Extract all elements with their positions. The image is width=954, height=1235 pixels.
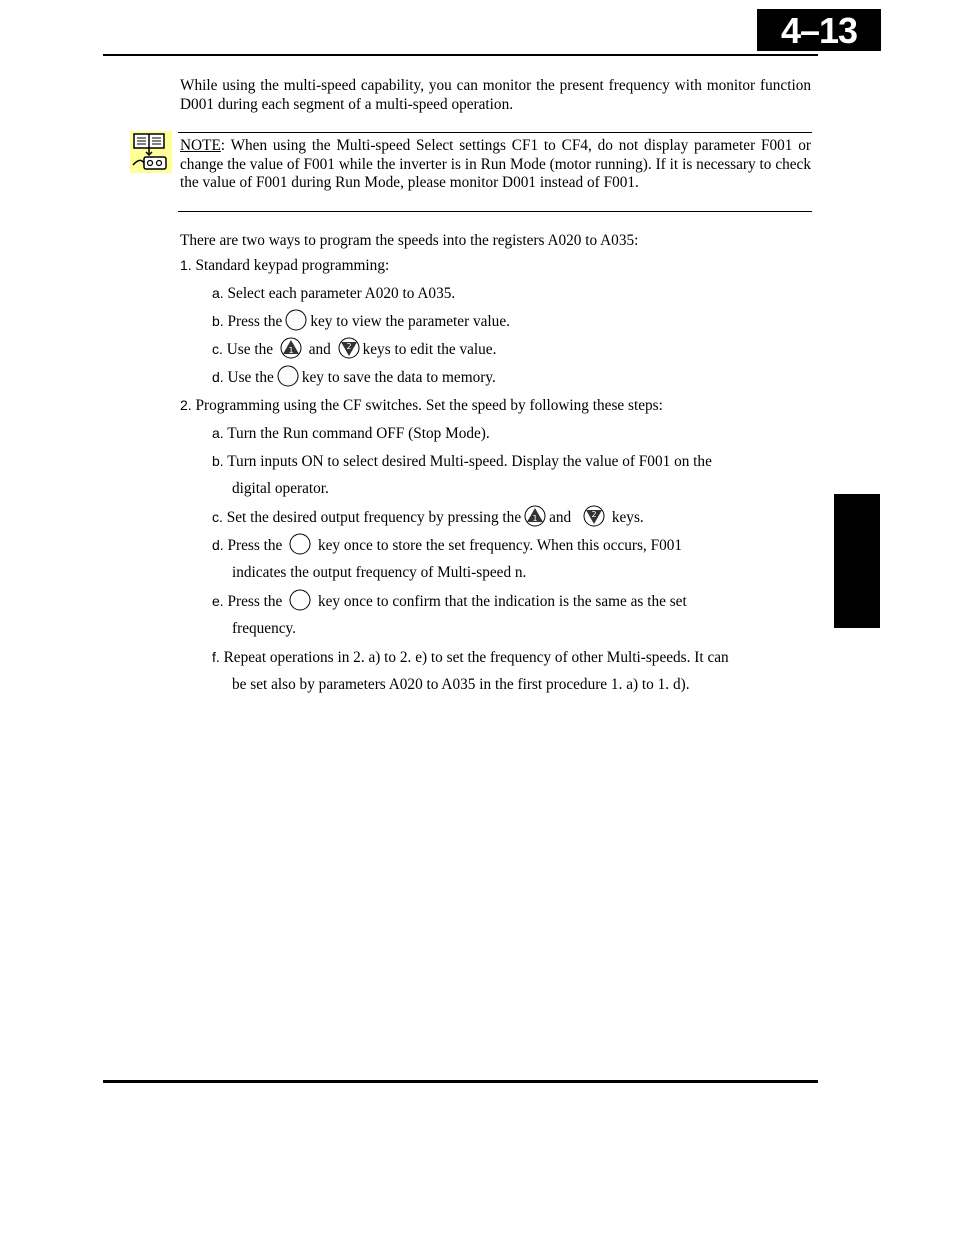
footer-rule (103, 1080, 818, 1083)
step-marker: d. (212, 537, 224, 553)
step-2e (212, 592, 687, 611)
step-text: Turn the Run command OFF (Stop Mode). (227, 425, 490, 442)
step-marker: f. (212, 649, 220, 665)
step-text: Programming using the CF switches. Set the speed by following these steps: (195, 397, 663, 414)
ways-intro: There are two ways to program the speeds into the registers A020 to A035: (180, 232, 639, 249)
step-marker: b. (212, 453, 224, 469)
note-text (180, 137, 811, 193)
step-marker: b. (212, 313, 224, 329)
step-marker: d. (212, 369, 224, 385)
step-text: Standard keypad programming: (195, 257, 390, 274)
down-arrow-key-icon (338, 337, 360, 359)
step-2 (180, 396, 663, 415)
step-2b (212, 452, 712, 471)
up-arrow-key-icon (280, 337, 302, 359)
step-1 (180, 256, 389, 275)
step-marker: c. (212, 341, 223, 357)
step-text: Press the (227, 537, 283, 554)
step-text: Use the (226, 341, 274, 358)
step-text: Press the (227, 593, 283, 610)
step-text: keys. (611, 509, 644, 526)
note-label: NOTE (180, 137, 221, 154)
intro-paragraph: While using the multi-speed capability, you can monitor the present frequency with monitor function D001 during each segment of a multi-speed operation. (180, 77, 811, 113)
step-1c (212, 340, 496, 359)
step-text: key to save the data to memory. (301, 369, 496, 386)
step-text: Turn inputs ON to select desired Multi-speed. Display the value of F001 on the (227, 453, 712, 470)
step-marker: 1. (180, 257, 192, 273)
step-2d (212, 536, 682, 555)
step-1b (212, 312, 510, 331)
step-text: Repeat operations in 2. a) to 2. e) to set the frequency of other Multi-speeds. It can (223, 649, 729, 666)
step-2e-cont: frequency. (232, 620, 296, 637)
step-text: and (308, 341, 331, 358)
step-marker: a. (212, 285, 224, 301)
step-2b-cont: digital operator. (232, 480, 329, 497)
step-text: key once to store the set frequency. When this occurs, F001 (317, 537, 683, 554)
step-marker: e. (212, 593, 224, 609)
function-key-icon (285, 309, 307, 331)
svg-text:1: 1 (288, 346, 294, 356)
note-book-icon (130, 131, 172, 173)
step-2a (212, 424, 490, 443)
up-arrow-key-icon (524, 505, 546, 527)
svg-text:2: 2 (591, 510, 597, 520)
chapter-tab (834, 494, 880, 628)
step-text: Press the (227, 313, 283, 330)
step-text: and (549, 509, 572, 526)
step-text: Select each parameter A020 to A035. (227, 285, 456, 302)
step-marker: 2. (180, 397, 192, 413)
svg-text:1: 1 (532, 514, 538, 524)
step-2d-cont: indicates the output frequency of Multi-speed n. (232, 564, 527, 581)
step-2f (212, 648, 729, 667)
down-arrow-key-icon (583, 505, 605, 527)
step-1a (212, 284, 455, 303)
page-number: 4–13 (757, 9, 881, 51)
step-2c (212, 508, 644, 527)
note-box (178, 132, 812, 212)
step-text: Set the desired output frequency by pressing the (226, 509, 522, 526)
store-key-icon (277, 365, 299, 387)
function-key-icon (289, 589, 311, 611)
step-text: key to view the parameter value. (310, 313, 510, 330)
step-text: keys to edit the value. (362, 341, 497, 358)
step-marker: c. (212, 509, 223, 525)
step-text: key once to confirm that the indication is the same as the set (317, 593, 687, 610)
step-text: Use the (227, 369, 274, 386)
step-2f-cont: be set also by parameters A020 to A035 in the first procedure 1. a) to 1. d). (232, 676, 690, 693)
header-rule (103, 54, 818, 56)
store-key-icon (289, 533, 311, 555)
svg-text:2: 2 (346, 342, 352, 352)
step-1d (212, 368, 496, 387)
step-marker: a. (212, 425, 224, 441)
note-body: : When using the Multi-speed Select settings CF1 to CF4, do not display parameter F001 or change the value of F001 while the inverter is in Run Mode (motor running). If it is necessary to check the value of F001 during Run Mode, please monitor D001 instead of F001. (180, 137, 811, 191)
